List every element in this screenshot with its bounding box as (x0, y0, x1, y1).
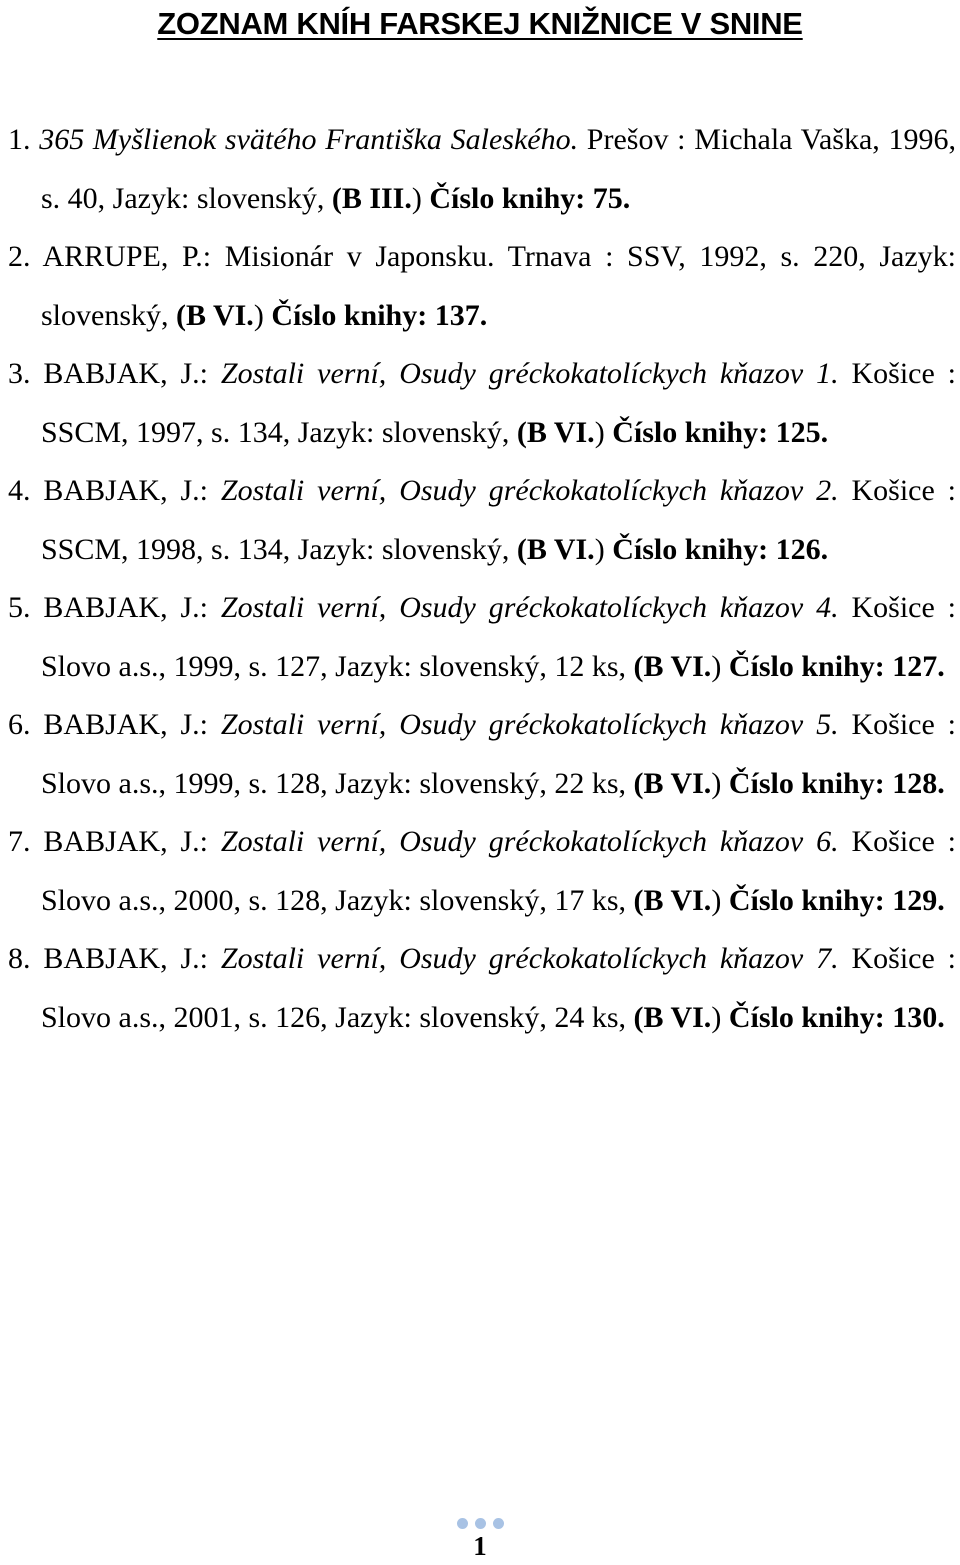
entry-title: Zostali verní, Osudy gréckokatolíckych kňazov 4. (220, 591, 839, 624)
book-entry (8, 228, 956, 345)
entry-publication: Košice : Slovo a.s., 1999, s. 128, Jazyk: slovenský, 22 ks, (41, 708, 957, 800)
entry-location-close: ) (594, 532, 605, 566)
entry-book-number: Číslo knihy: 125. (604, 415, 829, 449)
entry-location: (B VI. (176, 298, 254, 332)
book-entry (8, 813, 956, 930)
entry-location: (B VI. (516, 415, 595, 449)
entry-book-number: Číslo knihy: 130. (721, 1000, 945, 1034)
entry-number: 2. (8, 240, 43, 273)
entry-location: (B III. (331, 181, 412, 215)
entry-location-close: ) (711, 1000, 722, 1034)
dot-icon (493, 1518, 504, 1529)
entry-author: BABJAK, J.: (43, 708, 221, 741)
entry-title: 365 Myšlienok svätého Františka Saleského. (39, 123, 579, 156)
entry-title: Zostali verní, Osudy gréckokatolíckych kňazov 6. (220, 825, 839, 858)
entry-number: 1. (8, 123, 40, 156)
entry-title: Zostali verní, Osudy gréckokatolíckych kňazov 5. (220, 708, 839, 741)
entry-location: (B VI. (633, 649, 712, 683)
book-list (8, 111, 956, 1047)
entry-author: BABJAK, J.: (43, 591, 221, 624)
entry-number: 6. (8, 708, 44, 741)
entry-location-close: ) (594, 415, 605, 449)
book-entry (8, 462, 956, 579)
entry-location-close: ) (711, 649, 722, 683)
entry-publication: Prešov : Michala Vaška, 1996, s. 40, Jazyk: slovenský, (41, 123, 956, 215)
book-entry (8, 111, 956, 228)
entry-book-number: Číslo knihy: 128. (721, 766, 945, 800)
entry-location-close: ) (711, 766, 722, 800)
entry-author: BABJAK, J.: (43, 825, 221, 858)
entry-book-number: Číslo knihy: 126. (604, 532, 829, 566)
page-title: ZOZNAM KNÍH FARSKEJ KNIŽNICE V SNINE (157, 6, 803, 41)
entry-number: 5. (8, 591, 44, 624)
entry-location-close: ) (411, 181, 422, 215)
entry-author: BABJAK, J.: (43, 357, 221, 390)
entry-title: Zostali verní, Osudy gréckokatolíckych kňazov 2. (220, 474, 839, 507)
entry-book-number: Číslo knihy: 75. (421, 181, 631, 215)
entry-author: BABJAK, J.: (43, 474, 221, 507)
entry-location: (B VI. (633, 883, 712, 917)
entry-location-close: ) (253, 298, 264, 332)
dot-icon (457, 1518, 468, 1529)
entry-location: (B VI. (516, 532, 595, 566)
entry-number: 3. (8, 357, 44, 390)
book-entry (8, 696, 956, 813)
entry-location: (B VI. (633, 766, 712, 800)
dot-icon (475, 1518, 486, 1529)
book-entry (8, 930, 956, 1047)
entry-location-close: ) (711, 883, 722, 917)
entry-book-number: Číslo knihy: 127. (721, 649, 945, 683)
entry-book-number: Číslo knihy: 129. (721, 883, 945, 917)
entry-publication: Trnava : SSV, 1992, s. 220, Jazyk: slovenský, (41, 240, 956, 332)
entry-title: Zostali verní, Osudy gréckokatolíckych kňazov 7. (220, 942, 839, 975)
book-entry (8, 579, 956, 696)
entry-publication: Košice : Slovo a.s., 2001, s. 126, Jazyk: slovenský, 24 ks, (41, 942, 957, 1034)
entry-author: BABJAK, J.: (43, 942, 221, 975)
entry-publication: Košice : SSCM, 1998, s. 134, Jazyk: slovenský, (41, 474, 957, 566)
entry-publication: Košice : Slovo a.s., 1999, s. 127, Jazyk: slovenský, 12 ks, (41, 591, 957, 683)
entry-book-number: Číslo knihy: 137. (263, 298, 488, 332)
entry-publication: Košice : SSCM, 1997, s. 134, Jazyk: slovenský, (41, 357, 957, 449)
entry-location: (B VI. (633, 1000, 712, 1034)
book-entry (8, 345, 956, 462)
entry-author: ARRUPE, P.: Misionár v Japonsku. (42, 240, 495, 273)
entry-publication: Košice : Slovo a.s., 2000, s. 128, Jazyk: slovenský, 17 ks, (41, 825, 957, 917)
page-number: 1 (473, 1531, 487, 1561)
ellipsis-dots-icon (0, 1517, 960, 1529)
entry-title: Zostali verní, Osudy gréckokatolíckych kňazov 1. (220, 357, 839, 390)
page-footer (0, 1517, 960, 1561)
entry-number: 8. (8, 942, 44, 975)
entry-number: 7. (8, 825, 44, 858)
entry-number: 4. (8, 474, 44, 507)
